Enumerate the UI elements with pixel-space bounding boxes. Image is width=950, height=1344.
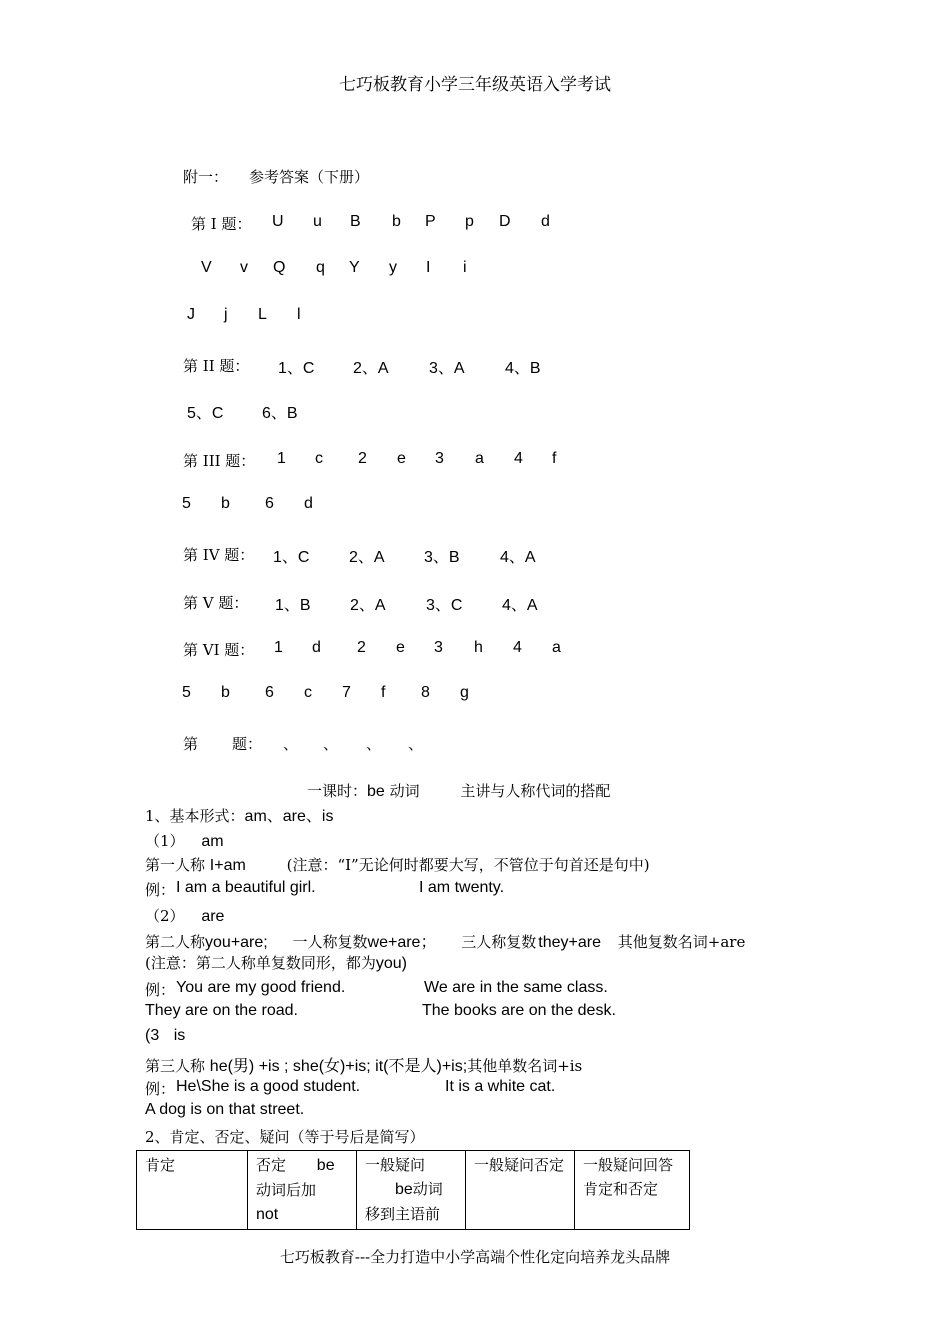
q1-row2: [0, 259, 950, 281]
answer-cell: 4: [514, 450, 523, 467]
answer-cell: 6、B: [262, 405, 298, 422]
point1-line: [145, 854, 650, 875]
answer-cell: c: [304, 684, 312, 701]
answer-cell: 7: [342, 684, 351, 701]
answer-cell: D: [499, 213, 511, 230]
point2-line-e: 三人称复数: [461, 933, 537, 951]
point2-line-g: 其他复数名词+are: [617, 933, 746, 951]
q1-row1: [0, 213, 950, 235]
q1-label: 第 I 题：: [191, 215, 252, 233]
answer-cell: 6: [265, 684, 274, 701]
q7-row: [0, 733, 950, 755]
answer-cell: 2: [358, 450, 367, 467]
lesson-title-rest: 主讲与人称代词的搭配: [460, 782, 611, 800]
point2-line-a: 第二人称: [145, 933, 206, 951]
q4-label: 第 IV 题：: [183, 546, 255, 564]
answer-cell: 2、A: [353, 360, 389, 377]
cell-text: not: [256, 1206, 279, 1223]
forms-table: [136, 1150, 690, 1230]
point3-line-c: 其他单数名词+is: [467, 1057, 583, 1075]
answer-cell: 1: [274, 639, 283, 656]
point3-heading: [145, 1027, 185, 1045]
q7-mark: 、: [283, 735, 299, 753]
point2-num: （2）: [145, 907, 185, 925]
point2-line-c: 一人称复数: [292, 933, 368, 951]
answer-cell: Y: [349, 259, 360, 276]
answer-cell: l: [297, 306, 301, 323]
cell-text: 一般疑问否定: [474, 1156, 565, 1174]
q7-label-b: 题：: [232, 735, 263, 753]
q5-row1: [0, 592, 950, 614]
answer-cell: 2: [357, 639, 366, 656]
answer-cell: c: [315, 450, 323, 467]
cell-text: be: [395, 1181, 413, 1198]
answer-cell: L: [258, 306, 267, 323]
point3-example-2: It is a white cat.: [445, 1078, 556, 1095]
answer-cell: a: [475, 450, 484, 467]
q2-label: 第 II 题：: [183, 357, 250, 375]
lesson-title: [307, 780, 610, 801]
table-cell-question: [357, 1151, 466, 1230]
answer-cell: e: [396, 639, 405, 656]
cell-text: 否定: [256, 1156, 287, 1174]
point3-num: (3: [145, 1027, 160, 1044]
point1-line-c: (注意：“I”无论何时都要大写，不管位于句首还是句中): [286, 856, 650, 874]
answer-cell: 3、C: [426, 597, 463, 614]
point3-word: is: [173, 1027, 186, 1044]
point3-example-label: 例：: [145, 1080, 176, 1098]
answer-cell: J: [187, 306, 195, 323]
answers-heading-text: 参考答案（下册）: [249, 168, 370, 186]
answer-cell: 2、A: [350, 597, 386, 614]
point3-line-b: he(男) +is ; she(女)+is; it(不是人)+is;: [209, 1058, 468, 1075]
q3-row2: [0, 495, 950, 517]
answer-cell: 8: [421, 684, 430, 701]
answer-cell: 3、B: [424, 549, 460, 566]
answer-cell: q: [316, 259, 325, 276]
q6-label: 第 VI 题：: [183, 641, 255, 659]
answer-cell: g: [460, 684, 469, 701]
answer-cell: a: [552, 639, 561, 656]
point2-note: [145, 952, 407, 973]
answer-cell: V: [201, 259, 212, 276]
answer-cell: B: [350, 213, 361, 230]
point1-example-1: I am a beautiful girl.: [176, 879, 316, 896]
answer-cell: u: [313, 213, 322, 230]
answer-cell: 5: [182, 684, 191, 701]
answer-cell: 1、B: [275, 597, 311, 614]
cell-text: 动词: [412, 1180, 443, 1198]
point2-line: [145, 929, 745, 952]
answer-cell: b: [221, 495, 230, 512]
point2-heading: [145, 905, 224, 926]
answer-cell: b: [392, 213, 401, 230]
point2-line-f: they+are: [538, 934, 601, 951]
page-footer: 七巧板教育---全力打造中小学高端个性化定向培养龙头品牌: [279, 1248, 671, 1266]
answer-cell: 3、A: [429, 360, 465, 377]
answer-cell: f: [552, 450, 557, 467]
table-cell-affirmative: [137, 1151, 248, 1230]
cell-text: 动词后加: [256, 1181, 317, 1199]
answer-cell: d: [541, 213, 550, 230]
answer-cell: 4、A: [502, 597, 538, 614]
section1-prefix: 1、基本形式：: [145, 807, 245, 825]
q1-row3: [0, 306, 950, 328]
point2-example-label: 例：: [145, 981, 176, 999]
answer-cell: U: [272, 213, 284, 230]
answer-cell: y: [389, 259, 397, 276]
answer-cell: d: [312, 639, 321, 656]
answer-cell: Q: [273, 259, 286, 276]
answer-cell: 3: [434, 639, 443, 656]
answer-cell: 2、A: [349, 549, 385, 566]
point1-line-a: 第一人称: [145, 856, 206, 874]
lesson-title-prefix: 一课时：: [307, 782, 368, 800]
table-cell-negative: [248, 1151, 357, 1230]
answer-cell: 4、A: [500, 549, 536, 566]
point3-example-1: He\She is a good student.: [176, 1078, 361, 1095]
answer-cell: v: [240, 259, 248, 276]
q3-label: 第 III 题：: [183, 452, 256, 470]
answer-cell: 3: [435, 450, 444, 467]
point2-word: are: [201, 908, 225, 925]
section1-heading: [145, 803, 333, 826]
point3-line: [145, 1053, 582, 1076]
point3-example-3: A dog is on that street.: [145, 1101, 305, 1118]
answer-cell: P: [425, 213, 436, 230]
answer-cell: i: [463, 259, 467, 276]
table-cell-question-answer: [575, 1151, 690, 1230]
point1-example-2: I am twenty.: [419, 879, 505, 896]
answer-cell: d: [304, 495, 313, 512]
section2-heading: 2、肯定、否定、疑问（等于号后是简写）: [145, 1128, 425, 1146]
q7-mark: 、: [323, 735, 339, 753]
point2-line-b: you+are;: [205, 934, 268, 951]
answer-cell: 4: [513, 639, 522, 656]
q6-row1: [0, 639, 950, 661]
point2-note-b: you): [375, 955, 407, 972]
q7-label-a: 第: [183, 735, 199, 753]
answer-cell: e: [397, 450, 406, 467]
point2-example-1: You are my good friend.: [176, 979, 346, 996]
point1-num: （1）: [145, 832, 185, 850]
answer-cell: 1: [277, 450, 286, 467]
table-cell-question-negative: [466, 1151, 575, 1230]
answer-cell: b: [221, 684, 230, 701]
answers-heading-label: 附一：: [183, 168, 229, 186]
point1-heading: [145, 830, 224, 851]
cell-text: 肯定: [145, 1156, 176, 1174]
answer-cell: j: [224, 306, 228, 323]
q4-row1: [0, 544, 950, 566]
point3-line-a: 第三人称: [145, 1057, 206, 1075]
point2-example-3: They are on the road.: [145, 1002, 298, 1019]
answer-cell: I: [426, 259, 431, 276]
point1-line-b: I+am: [209, 857, 246, 874]
q6-row2: [0, 684, 950, 706]
cell-text: 一般疑问回答 肯定和否定: [583, 1156, 674, 1198]
point1-word: am: [201, 833, 224, 850]
q7-mark: 、: [366, 735, 382, 753]
cell-text: 一般疑问: [365, 1156, 426, 1174]
page-title: 七巧板教育小学三年级英语入学考试: [339, 75, 611, 95]
answer-cell: h: [474, 639, 483, 656]
answer-cell: 1、C: [278, 360, 315, 377]
lesson-title-be: be: [367, 783, 385, 800]
answer-cell: 5: [182, 495, 191, 512]
q2-row2: [0, 400, 950, 422]
cell-text: 移到主语前: [365, 1205, 441, 1223]
answer-cell: 4、B: [505, 360, 541, 377]
answer-cell: 6: [265, 495, 274, 512]
point1-example-label: 例：: [145, 881, 176, 899]
point2-example-4: The books are on the desk.: [422, 1002, 616, 1019]
point2-note-a: (注意：第二人称单复数同形，都为: [145, 954, 376, 972]
q7-mark: 、: [408, 735, 424, 753]
section1-forms: am、are、is: [244, 808, 334, 825]
q3-row1: [0, 450, 950, 472]
cell-text: be: [316, 1157, 335, 1174]
answer-cell: 1、C: [273, 549, 310, 566]
point2-example-2: We are in the same class.: [424, 979, 608, 996]
lesson-title-mid: 动词: [389, 782, 420, 800]
answer-cell: p: [465, 213, 474, 230]
answer-cell: 5、C: [187, 405, 224, 422]
table-row: [137, 1151, 690, 1230]
q2-row1: [0, 355, 950, 377]
answer-cell: f: [381, 684, 386, 701]
q5-label: 第 V 题：: [183, 594, 249, 612]
point2-line-d: we+are；: [367, 934, 437, 951]
